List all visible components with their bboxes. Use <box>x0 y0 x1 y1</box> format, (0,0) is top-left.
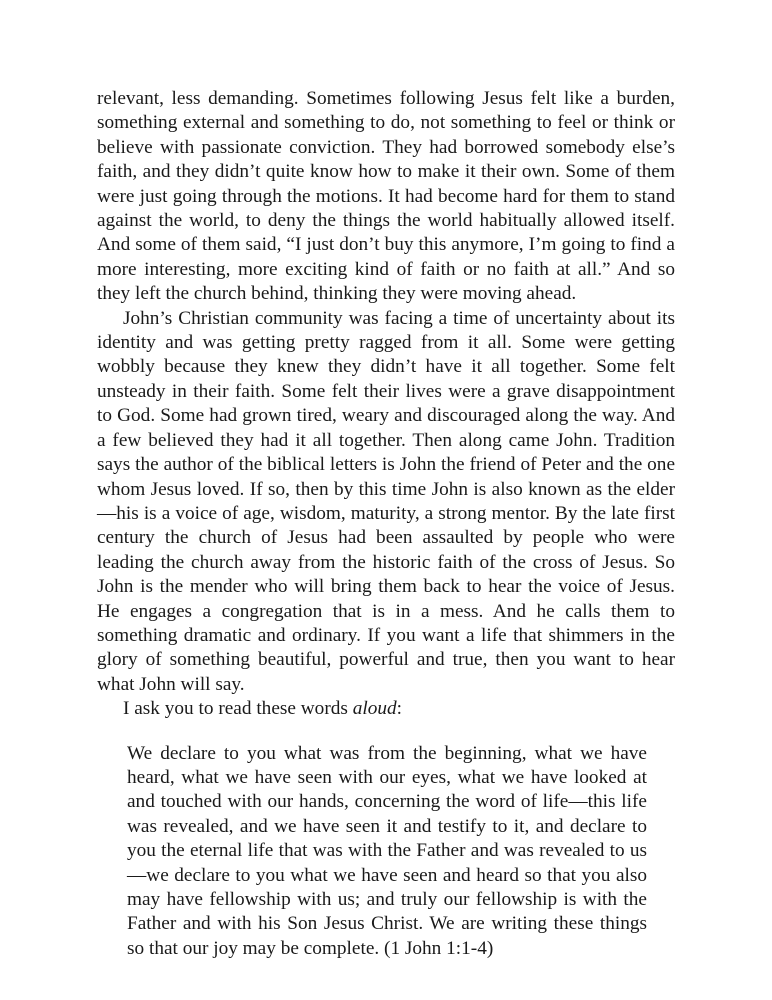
paragraph-3 <box>97 697 675 721</box>
block-quote: We declare to you what was from the beginning, what we have heard, what we have seen with our eyes, what we have looked at and touched with our hands, concerning the word of life—this life was revealed, and we have seen it and testify to it, and declare to you the eternal life that was with the Father and was revealed to us—we declare to you what we have seen and heard so that you also may have fellowship with us; and truly our fellowship is with the Father and with his Son Jesus Christ. We are writing these things so that our joy may be complete. (1 John 1:1-4) <box>127 742 647 959</box>
document-page <box>97 87 675 961</box>
paragraph-1: relevant, less demanding. Sometimes following Jesus felt like a burden, something external and something to do, not something to feel or think or believe with passionate conviction. They had borrowed somebody else’s faith, and they didn’t quite know how to make it their own. Some of them were just going through the motions. It had become hard for them to stand against the world, to deny the things the world habitually allowed itself. And some of them said, “I just don’t buy this anymore, I’m going to find a more interesting, more exciting kind of faith or no faith at all.” And so they left the church behind, thinking they were moving ahead. <box>97 88 675 305</box>
paragraph-3-lead: I ask you to read these words <box>123 698 353 720</box>
paragraph-3-tail: : <box>396 698 402 720</box>
emphasis-aloud: aloud <box>352 698 397 720</box>
paragraph-2: John’s Christian community was facing a time of uncertainty about its identity and was getting pretty ragged from it all. Some were getting wobbly because they knew they didn’t have it all together. Some felt unsteady in their faith. Some felt their lives were a grave disappointment to God. Some had grown tired, weary and discouraged along the way. And a few believed they had it all together. Then along came John. Tradition says the author of the biblical letters is John the friend of Peter and the one whom Jesus loved. If so, then by this time John is also known as the elder—his is a voice of age, wisdom, maturity, a strong mentor. By the late first century the church of Jesus had been assaulted by people who were leading the church away from the historic faith of the cross of Jesus. So John is the mender who will bring them back to hear the voice of Jesus. He engages a congregation that is in a mess. And he calls them to something dramatic and ordinary. If you want a life that shimmers in the glory of something beautiful, powerful and true, then you want to hear what John will say. <box>97 307 675 695</box>
